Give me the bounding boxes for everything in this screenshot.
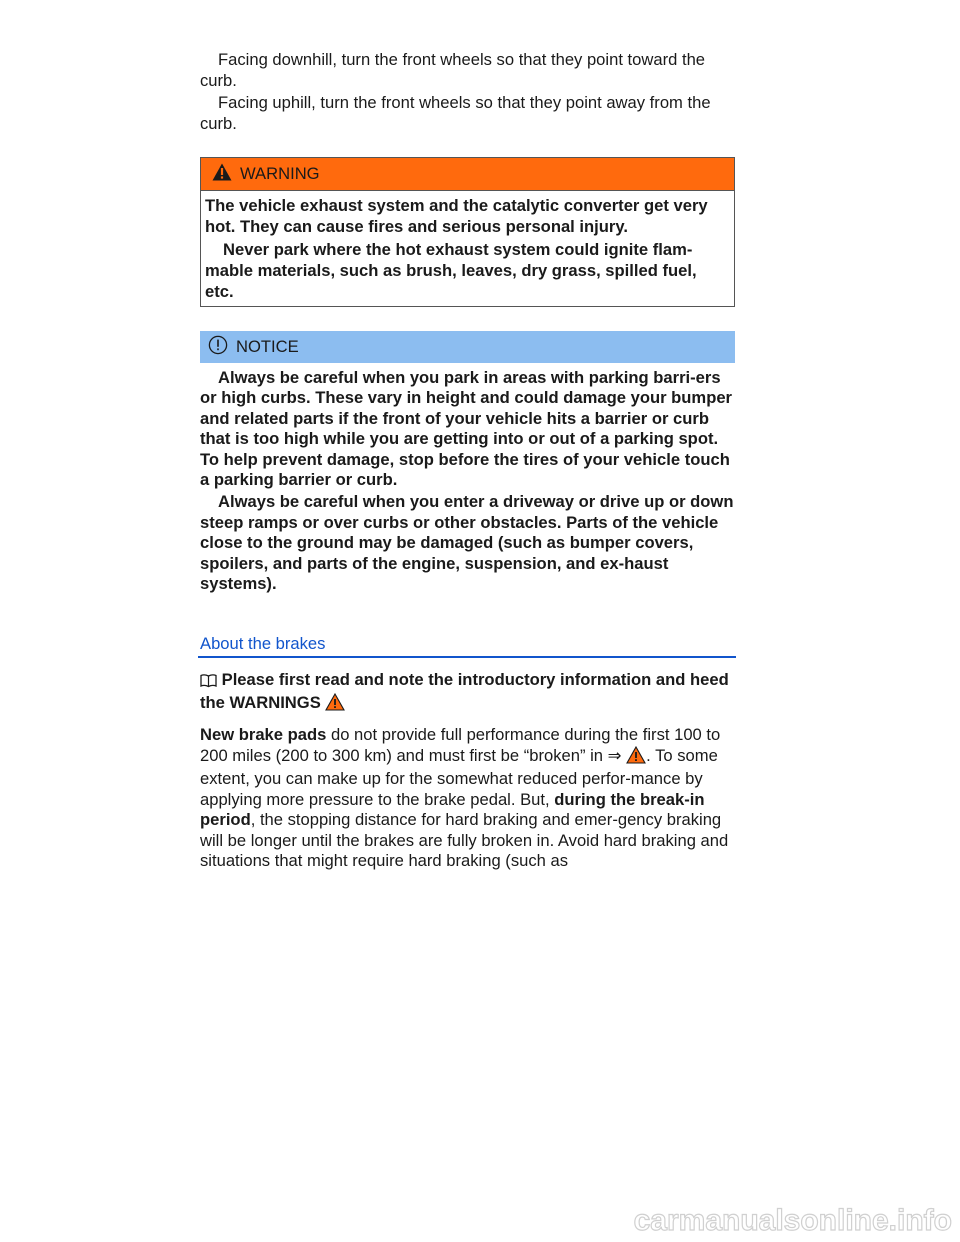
notice-text-barriers: Always be careful when you park in areas with parking barri-ers or high curbs. These vary in height and could damage your bumper and related parts if the front of your vehicle hits a barrier or curb that is too high while you are getting into or out of a parking spot. To help prevent damage, stop before the tires of your vehicle touch a parking barrier or curb. bbox=[200, 368, 733, 490]
warning-triangle-icon bbox=[212, 163, 232, 186]
notice-title: NOTICE bbox=[236, 337, 299, 356]
warning-outline-icon bbox=[325, 693, 345, 716]
brake-pads-text-3: , the stopping distance for hard braking and emer-gency braking will be longer until the brakes are fully broken in. Avoid hard braking and situations that might require hard braking (such as bbox=[200, 810, 729, 870]
warning-title: WARNING bbox=[240, 164, 320, 183]
break-in-term: during the break-in period bbox=[200, 789, 705, 830]
section-heading: About the brakes bbox=[198, 634, 736, 658]
intro-instructions bbox=[200, 50, 735, 134]
warning-text-hot-exhaust: The vehicle exhaust system and the catalytic converter get very hot. They can cause fires and serious personal injury. bbox=[205, 196, 708, 236]
watermark-logo bbox=[494, 1202, 954, 1238]
brake-pads-text-2: . To some extent, you can make up for the somewhat reduced perfor-mance by applying more pressure to the brake pedal. But, bbox=[200, 745, 718, 809]
brake-pads-text-1: do not provide full performance during the first 100 to 200 miles (200 to 300 km) and must first be “broken” in ⇒ bbox=[200, 725, 721, 765]
warning-link-icon[interactable] bbox=[626, 746, 646, 769]
book-icon bbox=[200, 673, 217, 693]
read-first-text: Please first read and note the introductory information and heed the WARNINGS bbox=[200, 670, 729, 713]
notice-header bbox=[200, 331, 735, 363]
warning-box bbox=[200, 157, 735, 307]
warning-text-never-park: Never park where the hot exhaust system could ignite flam-mable materials, such as brush, leaves, dry grass, spilled fuel, etc. bbox=[205, 240, 697, 301]
warning-body bbox=[201, 191, 734, 306]
brake-pads-term: New brake pads bbox=[200, 725, 327, 745]
read-first-note bbox=[200, 670, 735, 716]
exclamation-circle-icon bbox=[208, 335, 228, 360]
manual-page bbox=[200, 50, 735, 871]
notice-text-driveway: Always be careful when you enter a driveway or drive up or down steep ramps or over curbs or other obstacles. Parts of the vehicle close to the ground may be damaged (such as bumper covers, spoilers, and parts of the engine, suspension, and ex-haust systems). bbox=[200, 492, 734, 594]
uphill-instruction: Facing uphill, turn the front wheels so that they point away from the curb. bbox=[200, 93, 711, 133]
notice-body bbox=[200, 368, 735, 594]
brake-pads-text bbox=[200, 725, 735, 871]
warning-header bbox=[201, 158, 734, 191]
watermark-text: carmanualsonline.info bbox=[633, 1204, 952, 1237]
downhill-instruction: Facing downhill, turn the front wheels so that they point toward the curb. bbox=[200, 50, 706, 90]
